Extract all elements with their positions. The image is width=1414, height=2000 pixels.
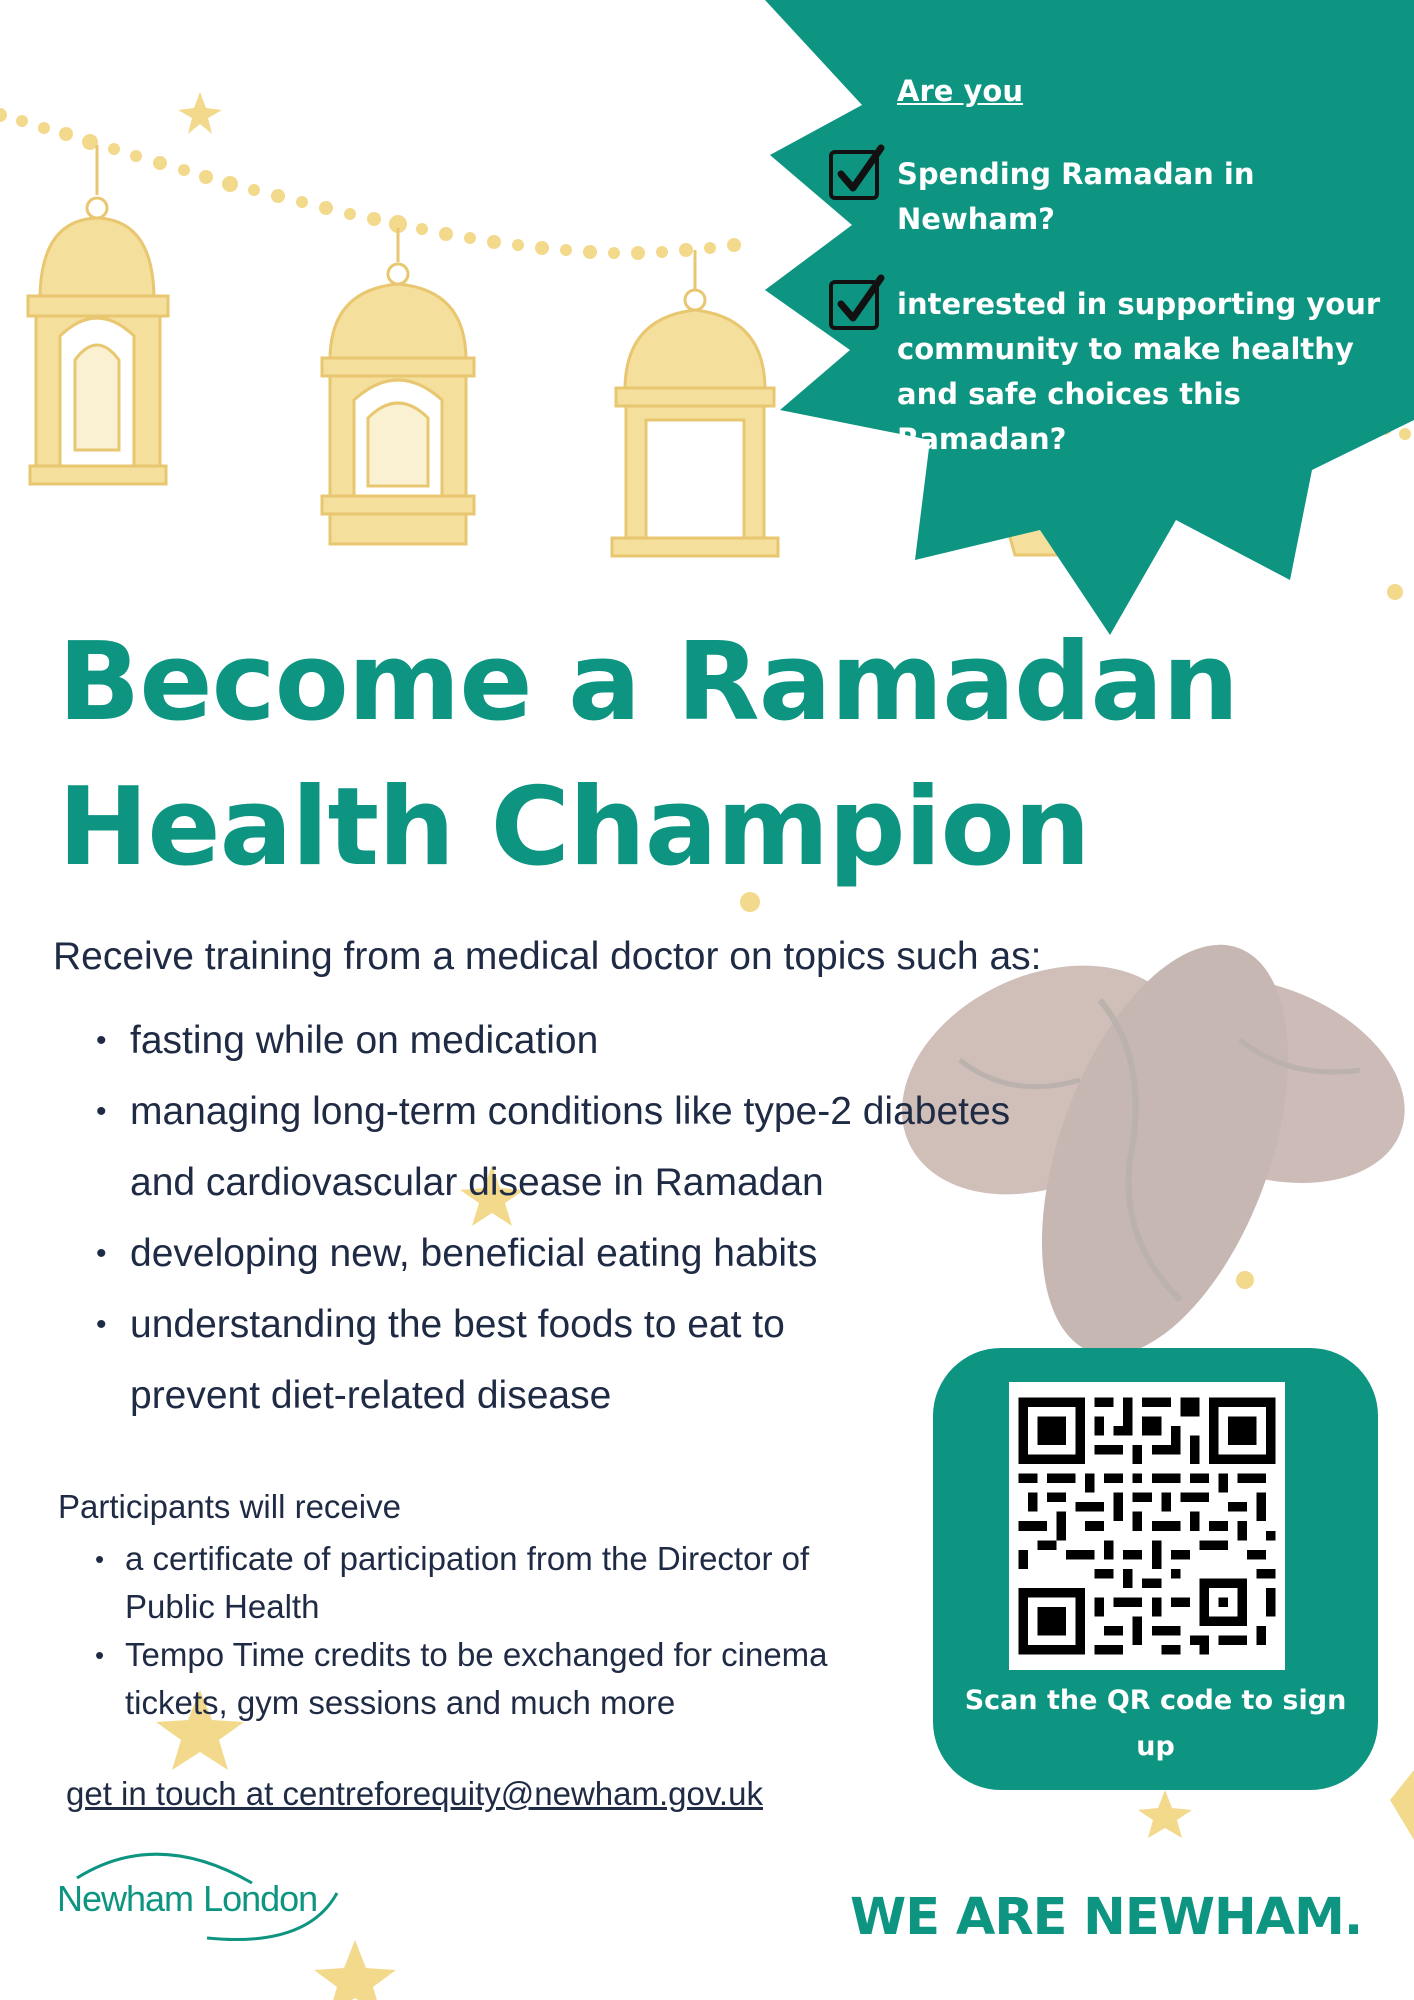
lantern-icon: [612, 250, 778, 556]
title-line: Become a Ramadan: [58, 620, 1239, 745]
lantern-icon: [28, 145, 168, 484]
logo-word: London: [203, 1878, 318, 1919]
page-title: [58, 610, 1238, 900]
list-item: • a certificate of participation from the Director of Public Health: [95, 1535, 895, 1631]
logo-wordmark: [57, 1878, 317, 1920]
list-item: • Tempo Time credits to be exchanged for cinema tickets, gym sessions and much more: [95, 1631, 895, 1727]
benefits-list: [95, 1535, 895, 1727]
checklist-item: [897, 282, 1397, 462]
checkbox-checked-icon: [829, 150, 879, 200]
list-item: • understanding the best foods to eat to prevent diet-related disease: [96, 1289, 830, 1431]
list-item: • fasting while on medication: [96, 1005, 1086, 1076]
qr-signup-card[interactable]: [933, 1348, 1378, 1790]
burst-heading: Are you: [897, 74, 1023, 108]
logo-word: Newham: [57, 1878, 194, 1919]
checkbox-checked-icon: [829, 280, 879, 330]
lantern-icon: [322, 228, 474, 544]
checklist-text: interested in supporting your community to make healthy and safe choices this Ramadan?: [897, 287, 1381, 456]
topics-list: [96, 1005, 1086, 1431]
checklist-item: [897, 152, 1397, 242]
qr-signup-label: Scan the QR code to sign up: [964, 1685, 1347, 1762]
tagline: WE ARE NEWHAM.: [850, 1888, 1363, 1947]
newham-london-logo: [57, 1838, 347, 1958]
title-line: Health Champion: [58, 765, 1090, 890]
list-item: • managing long-term conditions like type-2 diabetes and cardiovascular disease in Ramadan: [96, 1076, 1086, 1218]
qr-code-icon[interactable]: [1009, 1382, 1285, 1670]
contact-email-link[interactable]: get in touch at centreforequity@newham.gov.uk: [66, 1775, 763, 1812]
starburst-content: [897, 74, 1397, 502]
checklist-text: Spending Ramadan in Newham?: [897, 157, 1255, 236]
intro-text: Receive training from a medical doctor on topics such as:: [53, 935, 1042, 978]
qr-code-frame: [1009, 1382, 1285, 1670]
participants-heading: Participants will receive: [58, 1488, 401, 1525]
list-item: • developing new, beneficial eating habits: [96, 1218, 1086, 1289]
